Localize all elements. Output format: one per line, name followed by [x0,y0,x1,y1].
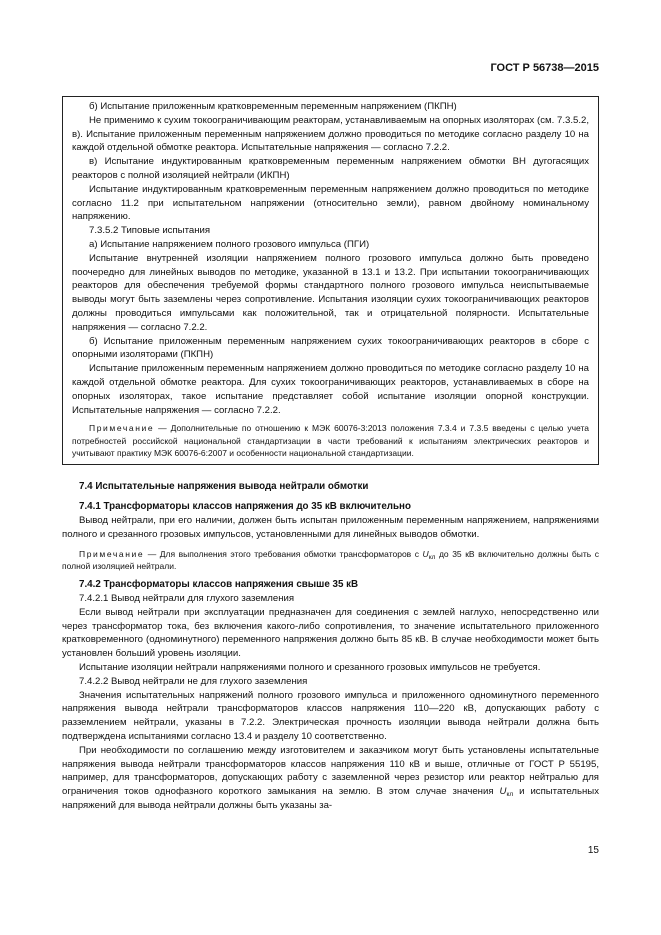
note-label: Примечание [89,423,155,434]
paragraph [62,744,599,813]
frame-paragraph: Не применимо к сухим токоограничивающим реакторам, устанавливаемым на опорных изоляторах (см. 7.3.5.2, в). Испытание приложенным переменным напряжением должно проводиться по методике согласно разделу 10 на каждой отдельной обмотке реактора. Испытательные напряжения — согласно 7.2.2. [72,114,589,154]
paragraph: Испытание изоляции нейтрали напряжениями полного и срезанного грозовых импульсов не требуется. [79,661,541,673]
note-7-4-1 [62,548,599,572]
frame-paragraph: а) Испытание напряжением полного грозового импульса (ПГИ) [89,238,370,250]
note-text: — Для выполнения этого требования обмотки трансформаторов с [144,548,423,559]
frame-note [72,422,589,459]
paragraph-text: При необходимости по соглашению между изготовителем и заказчиком могут быть установлены испытательные напряжения вывода нейтрали трансформаторов классов напряжения 110 кВ и выше, отличные от ГОСТ Р 55195, например, для трансформаторов, допускающих работу с заземленной через резистор или реактор нейтралью для ограничения токов однофазного короткого замыкания на землю. В этом случае значения [62,744,599,798]
note-text: до 35 кВ включительно должны быть с полной изоляцией нейтрали. [62,548,599,571]
frame-paragraph: в) Испытание индуктированным кратковременным переменным напряжением обмотки ВН дугогасящих реакторов с полной изоляцией нейтрали (ИКПН) [72,156,589,181]
symbol-subscript: кл [506,791,514,799]
standard-designation: ГОСТ Р 56738—2015 [490,62,599,74]
subsection-heading-7-4-2-2: 7.4.2.2 Вывод нейтрали не для глухого заземления [79,675,308,687]
symbol-subscript: кл [428,553,436,561]
note-text: — Дополнительные по отношению к МЭК 60076-3:2013 положения 7.3.4 и 7.3.5 введены с целью учета потребностей российской национальной стандартизации в части требований к испытаниям электрических реакторов и учитывают практику МЭК 60076-6:2007 и особенности национальной стандартизации. [72,423,589,458]
frame-paragraph: Испытание приложенным переменным напряжением должно проводиться по методике согласно разделу 10 на каждой отдельной обмотке реактора. Для сухих токоограничивающих реакторов, устанавливаемых в сборе на опорных изоляторах, такое испытание представляет собой испытание изоляции опорной конструкции. Испытательные напряжения — согласно 7.2.2. [72,363,589,416]
subsection-heading-7-4-2-1: 7.4.2.1 Вывод нейтрали для глухого заземления [79,593,295,604]
paragraph: Вывод нейтрали, при его наличии, должен быть испытан приложенным переменным напряжением, напряжениями полного и срезанного грозовых импульсов, установленными для линейных выводов обмотки. [62,515,599,540]
frame-paragraph: Испытание внутренней изоляции напряжением полного грозового импульса должно быть проведено поочередно для линейных выводов по методике, указанной в 13.1 и 13.2. При испытании токоограничивающих реакторов для обеспечения требуемой формы стандартного полного грозового импульса неиспытываемые выводы могут быть заземлены через сопротивление. Испытания изоляции сухих токоограничивающих реакторов должны проводиться импульсами как положительной, так и отрицательной полярности. Испытательные напряжения — согласно 7.2.2. [72,252,589,333]
symbol-u: U [499,786,507,798]
frame-subsection-heading: 7.3.5.2 Типовые испытания [89,225,211,237]
section-heading-7-4: 7.4 Испытательные напряжения вывода нейтрали обмотки [79,481,369,492]
paragraph: Если вывод нейтрали при эксплуатации предназначен для соединения с землей наглухо, непосредственно или через трансформатор тока, без включения какого-либо сопротивления, то значение испытательного приложенного кратковременного (одноминутного) переменного напряжения должно быть 85 кВ. В случае необходимости может быть установлен больший уровень изоляции. [62,606,599,660]
page-number: 15 [587,845,599,856]
section-heading-7-4-1: 7.4.1 Трансформаторы классов напряжения до 35 кВ включительно [79,501,411,512]
frame-paragraph: б) Испытание приложенным кратковременным переменным напряжением (ПКПН) [89,101,457,112]
symbol-u: U [422,548,429,559]
section-heading-7-4-2: 7.4.2 Трансформаторы классов напряжения свыше 35 кВ [79,579,359,590]
main-content [62,480,599,813]
framed-insert [62,96,599,465]
note-label: Примечание [79,548,145,559]
paragraph-text: и испытательных напряжений для вывода нейтрали должны быть указаны за- [62,786,599,811]
frame-paragraph: Испытание индуктированным кратковременным переменным напряжением должно проводиться по методике согласно 11.2 при испытательном напряжении (относительно земли), равном двойному номинальному напряжению. [72,183,589,223]
frame-paragraph: б) Испытание приложенным переменным напряжением сухих токоограничивающих реакторов в сборе с опорными изоляторами (ПКПН) [72,335,589,361]
paragraph: Значения испытательных напряжений полного грозового импульса и приложенного одноминутного переменного напряжения вывода нейтрали трансформаторов классов напряжения 110—220 кВ, допускающих работу с разземлением нейтрали, указаны в 7.2.2. Электрическая прочность изоляции вывода нейтрали должна быть подтверждена испытаниями согласно 13.4 и разделу 10 соответственно. [62,689,599,742]
